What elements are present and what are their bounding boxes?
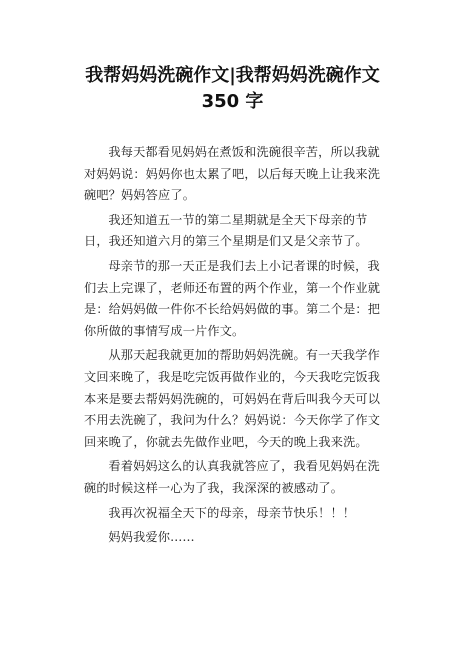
paragraph-1: 我每天都看见妈妈在煮饭和洗碗很辛苦，所以我就对妈妈说：妈妈你也太累了吧，以后每天晚上让我来洗碗吧？妈妈答应了。 bbox=[84, 145, 381, 203]
paragraph-7: 妈妈我爱你…… bbox=[108, 530, 195, 545]
paragraph-5: 看着妈妈这么的认真我就答应了，我看见妈妈在洗碗的时候这样一心为了我，我深深的被感动了。 bbox=[84, 459, 380, 495]
paragraph-4: 从那天起我就更加的帮助妈妈洗碗。有一天我学作文回来晚了，我是吃完饭再做作业的，今天我吃完饭我本来是要去帮妈妈洗碗的，可妈妈在背后叫我今天可以不用去洗碗了，我问为什么？妈妈说：今天你学了作文回来晚了，你就去先做作业吧，今天的晚上我来洗。 bbox=[84, 348, 381, 449]
document-title: 我帮妈妈洗碗作文|我帮妈妈洗碗作文 bbox=[85, 65, 380, 86]
document-title-continued: 350 字 bbox=[201, 91, 264, 112]
essay-body bbox=[84, 142, 384, 549]
paragraph-6: 我再次祝福全天下的母亲，母亲节快乐！！！ bbox=[108, 505, 356, 520]
paragraph-3: 母亲节的那一天正是我们去上小记者课的时候，我们去上完课了，老师还布置的两个作业，第一个作业就是：给妈妈做一件你不长给妈妈做的事。第二个是：把你所做的事情写成一片作文。 bbox=[84, 258, 381, 338]
paragraph-2: 我还知道五一节的第二星期就是全天下母亲的节日，我还知道六月的第三个星期是们又是父亲节了。 bbox=[84, 212, 368, 249]
